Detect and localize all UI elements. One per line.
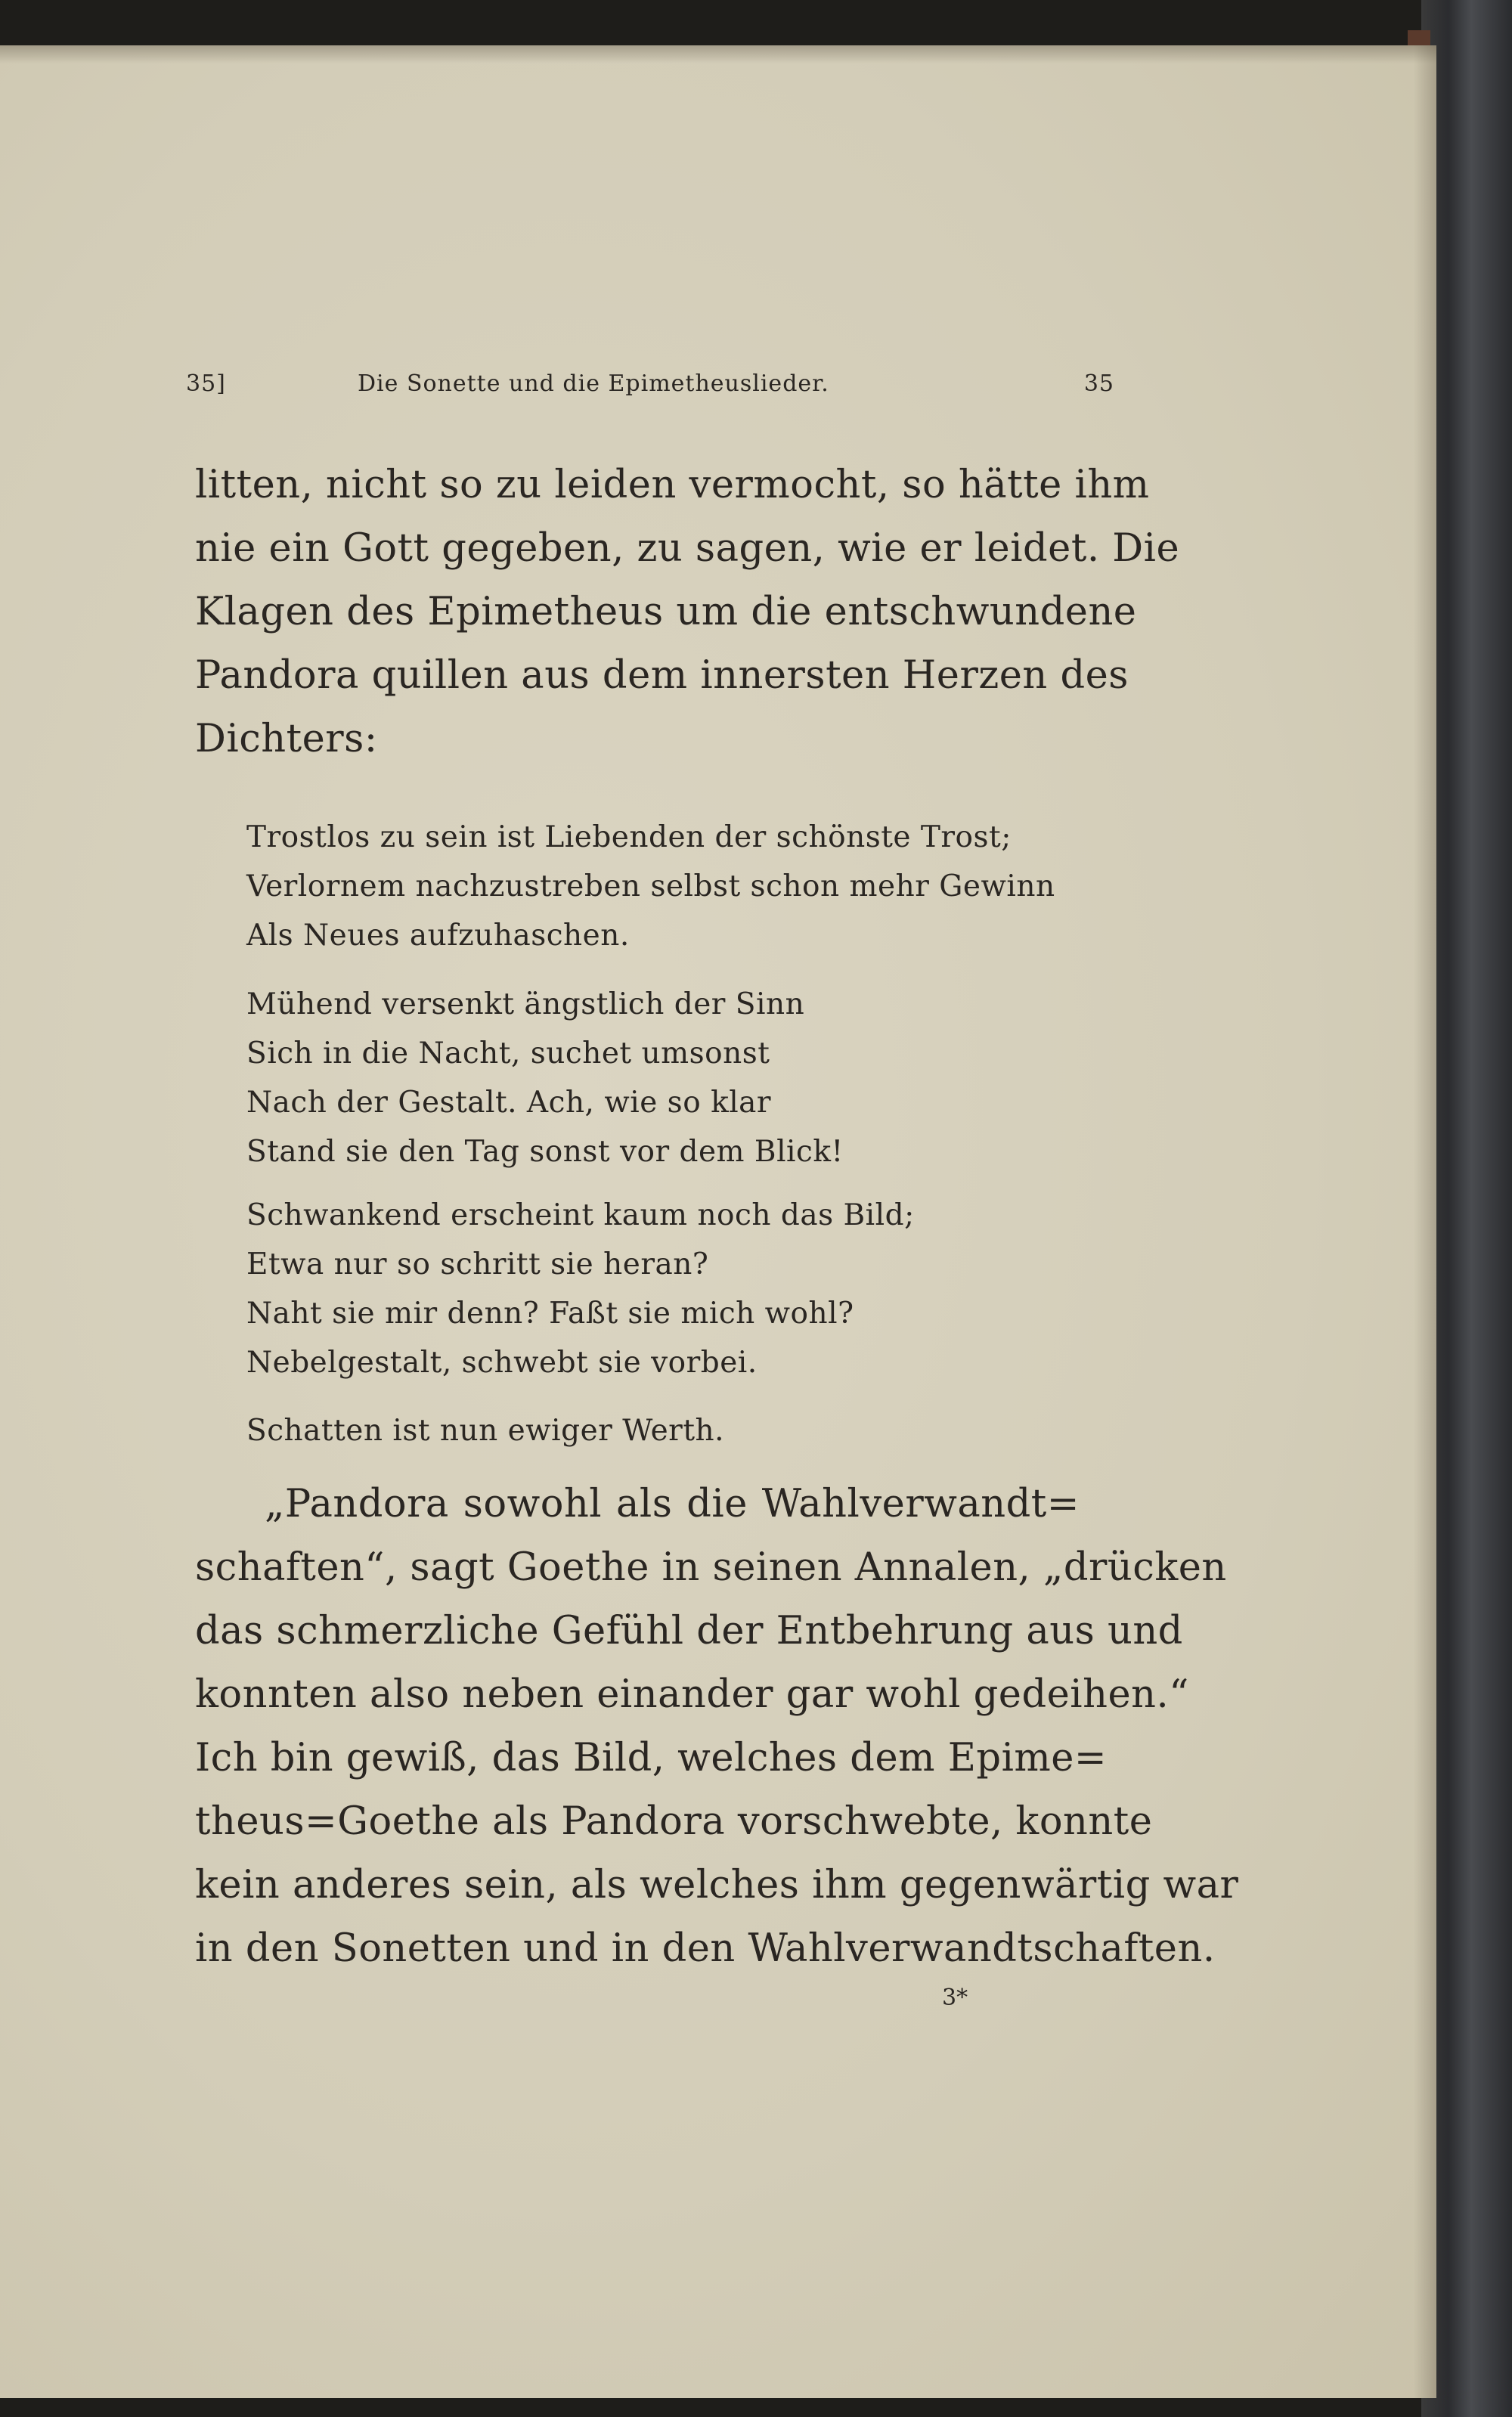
verse-line: Stand sie den Tag sonst vor dem Blick! [246,1135,844,1169]
verse-line: Verlornem nachzustreben selbst schon mehr Gewinn [246,869,1055,903]
text-line: kein anderes sein, als welches ihm gegenwärtig war [195,1863,1239,1907]
verse-line: Mühend versenkt ängstlich der Sinn [246,987,805,1021]
book-page [0,45,1436,2398]
page-shadow-gutter [1414,45,1436,2398]
page-number: 35 [1083,370,1114,397]
text-line: Pandora quillen aus dem innersten Herzen des [195,653,1129,698]
signature-mark: 3* [942,1985,968,2011]
text-line: Dichters: [195,717,378,761]
text-line: in den Sonetten und in den Wahlverwandtschaften. [195,1926,1216,1971]
verse-stanza-2 [246,980,1078,1176]
text-line: nie ein Gott gegeben, zu sagen, wie er leidet. Die [195,526,1180,571]
page-shadow [0,45,1436,64]
verse-line: Nach der Gestalt. Ach, wie so klar [246,1086,772,1120]
verse-line: Nebelgestalt, schwebt sie vorbei. [246,1346,758,1380]
text-line: theus=Goethe als Pandora vorschwebte, konnte [195,1799,1153,1844]
text-line: das schmerzliche Gefühl der Entbehrung aus und [195,1609,1183,1653]
verse-line: Etwa nur so schritt sie heran? [246,1247,709,1281]
text-line: Klagen des Epimetheus um die entschwundene [195,590,1137,634]
verse-stanza-4 [246,1406,1078,1455]
text-line: „Pandora sowohl als die Wahlverwandt= [265,1482,1080,1526]
text-line: schaften“, sagt Goethe in seinen Annalen, „drücken [195,1545,1227,1590]
verse-line: Trostlos zu sein ist Liebenden der schönste Trost; [246,820,1012,854]
text-line: Ich bin gewiß, das Bild, welches dem Epime= [195,1736,1108,1780]
verse-line: Schatten ist nun ewiger Werth. [246,1414,725,1448]
verse-line: Als Neues aufzuhaschen. [246,919,630,953]
running-head [186,370,1114,416]
running-head-left: 35] [186,370,226,397]
text-line: konnten also neben einander gar wohl gedeihen.“ [195,1672,1189,1717]
paragraph-1 [195,454,1180,771]
running-head-title: Die Sonette und die Epimetheuslieder. [358,370,829,397]
verse-stanza-1 [246,813,1078,960]
paragraph-2 [195,1473,1239,1981]
verse-line: Schwankend erscheint kaum noch das Bild; [246,1198,915,1232]
text-line: litten, nicht so zu leiden vermocht, so hätte ihm [195,463,1150,507]
verse-line: Sich in die Nacht, suchet umsonst [246,1037,770,1071]
verse-line: Naht sie mir denn? Faßt sie mich wohl? [246,1297,854,1331]
verse-stanza-3 [246,1191,1078,1387]
